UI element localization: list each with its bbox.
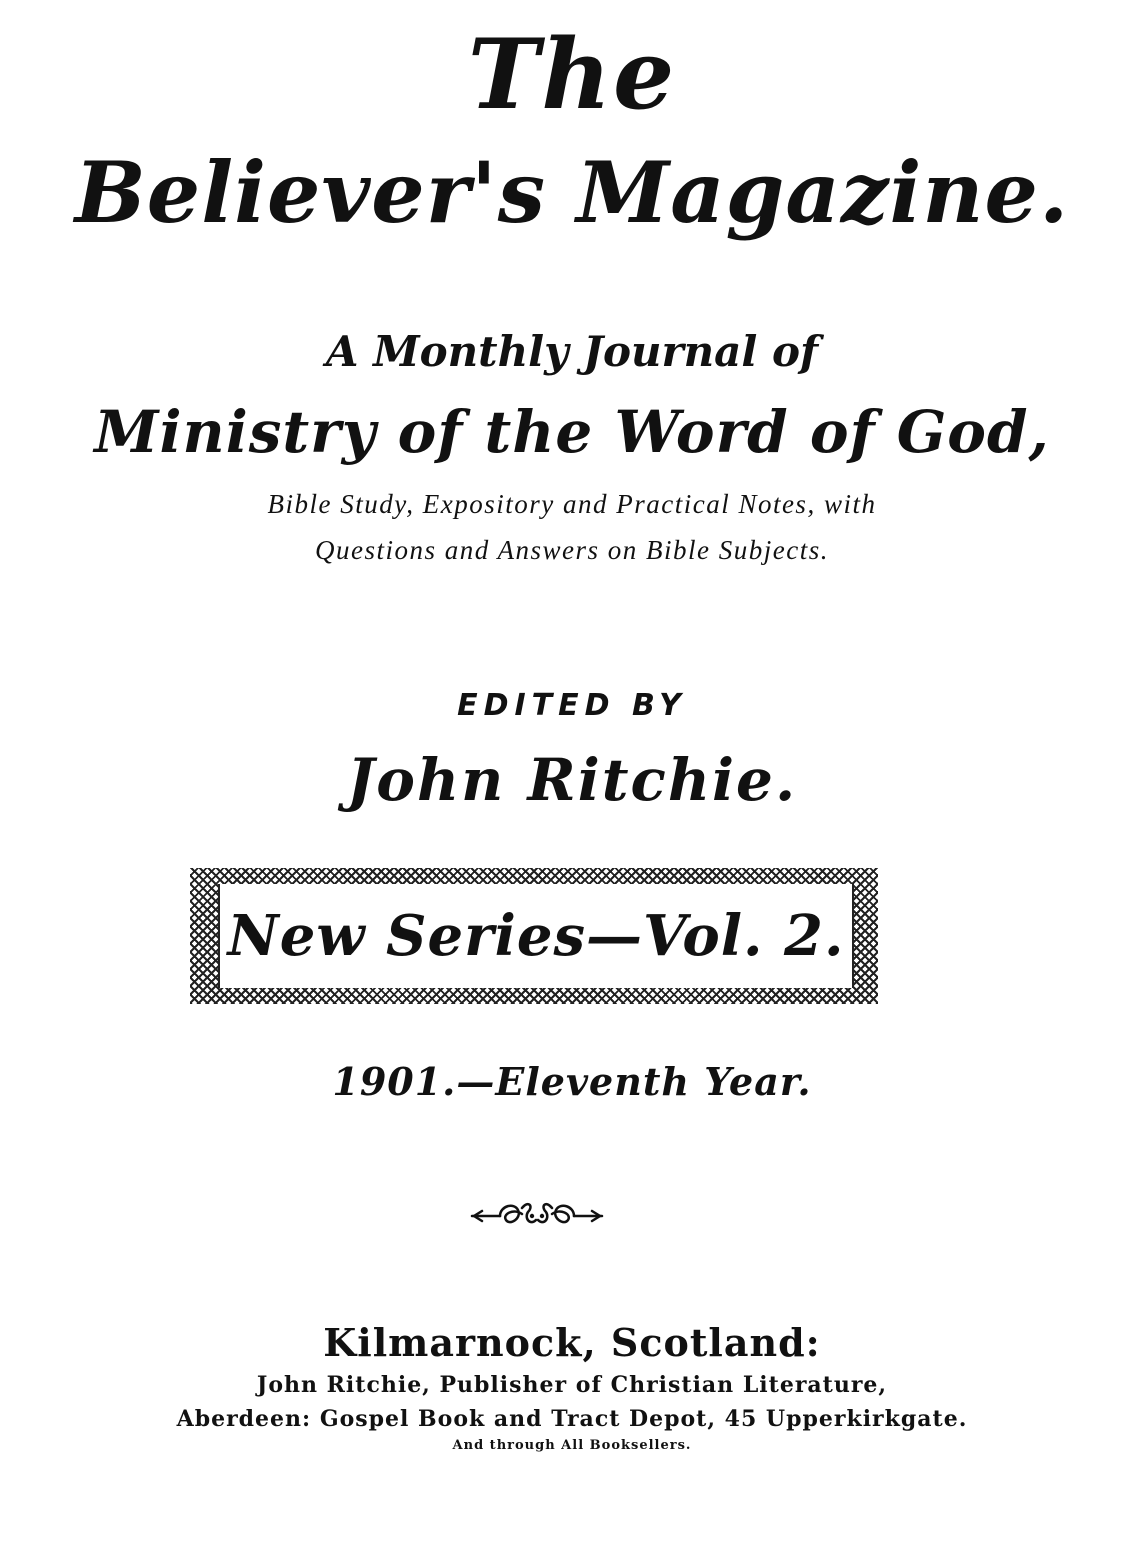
description-line-2: Questions and Answers on Bible Subjects. — [315, 535, 829, 565]
subtitle-monthly-journal: A Monthly Journal of — [325, 327, 819, 376]
magazine-title: Believer's Magazine. — [74, 143, 1070, 242]
imprint-booksellers: And through All Booksellers. — [452, 1438, 692, 1453]
scroll-ornament-icon — [470, 1196, 604, 1236]
imprint-place: Kilmarnock, Scotland: — [323, 1320, 821, 1365]
series-volume: New Series—Vol. 2. — [227, 903, 845, 969]
description-line-1: Bible Study, Expository and Practical Notes, with — [267, 489, 877, 519]
subtitle-ministry: Ministry of the Word of God, — [94, 398, 1050, 466]
title-the: The — [467, 18, 677, 131]
series-frame-inner — [218, 884, 854, 988]
imprint-depot: Aberdeen: Gospel Book and Tract Depot, 45 Upperkirkgate. — [176, 1406, 968, 1432]
series-frame — [190, 868, 878, 1004]
editor-name: John Ritchie. — [346, 746, 798, 814]
year-line: 1901.—Eleventh Year. — [332, 1059, 812, 1104]
edited-by-label: EDITED BY — [457, 688, 687, 723]
imprint-publisher: John Ritchie, Publisher of Christian Literature, — [256, 1372, 888, 1398]
